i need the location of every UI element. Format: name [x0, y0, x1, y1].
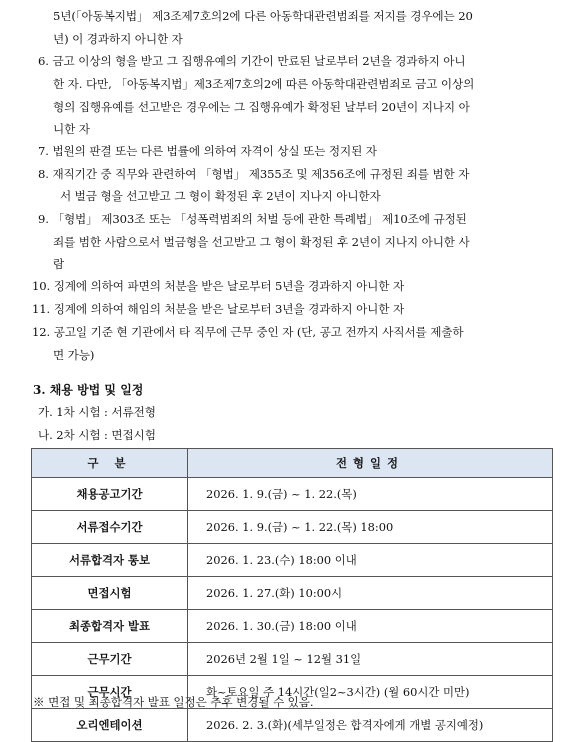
table-row	[32, 478, 553, 511]
header-category: 구 분	[32, 449, 188, 478]
item12-line1: 12. 공고일 기준 현 기관에서 타 직무에 근무 중인 자 (단, 공고 전까지 사직서를 제출하	[32, 325, 464, 339]
row-label: 근무시간	[32, 676, 188, 709]
step1-text: 가. 1차 시험 : 서류전형	[38, 405, 156, 419]
item8-line1: 8. 재직기간 중 직무와 관련하여 「형법」 제355조 및 제356조에 규정된 죄를 범한 자	[38, 167, 470, 181]
item7-line1: 7. 법원의 판결 또는 다른 법률에 의하여 자격이 상실 또는 정지된 자	[38, 144, 377, 158]
header-schedule: 전형일정	[188, 449, 553, 478]
item5-line1: 5년(「아동복지법」 제3조제7호의2에 다른 아동학대관련범죄를 저지를 경우에는 20	[53, 9, 473, 23]
row-value: 2026. 2. 3.(화)(세부일정은 합격자에게 개별 공지예정)	[188, 709, 553, 742]
row-value: 2026. 1. 9.(금) ~ 1. 22.(목)	[188, 478, 553, 511]
item11-line1: 11. 징계에 의하여 해임의 처분을 받은 날로부터 3년을 경과하지 아니한 자	[32, 302, 405, 316]
table-row	[32, 643, 553, 676]
row-label: 서류합격자 통보	[32, 544, 188, 577]
row-value: 화~토요일 주 14시간(일2~3시간) (월 60시간 미만)	[188, 676, 553, 709]
item8-line2: 서 벌금 형을 선고받고 그 형이 확정된 후 2년이 지나지 아니한자	[60, 189, 381, 203]
row-value: 2026. 1. 27.(화) 10:00시	[188, 577, 553, 610]
section3-title: 3. 채용 방법 및 일정	[33, 383, 144, 397]
row-label: 서류접수기간	[32, 511, 188, 544]
row-value: 2026. 1. 9.(금) ~ 1. 22.(목) 18:00	[188, 511, 553, 544]
row-label: 오리엔테이션	[32, 709, 188, 742]
row-label: 근무기간	[32, 643, 188, 676]
item6-line3: 형의 집행유예를 선고받은 경우에는 그 집행유예가 확정된 날부터 20년이 지나지 아	[53, 100, 470, 114]
table-row	[32, 544, 553, 577]
item6-line2: 한 자. 다만, 「아동복지법」제3조제7호의2에 따른 아동학대관련범죄로 금고 이상의	[53, 77, 475, 91]
item5-line2: 년) 이 경과하지 아니한 자	[53, 32, 183, 46]
table-row	[32, 577, 553, 610]
table-row	[32, 511, 553, 544]
item6-line1: 6. 금고 이상의 형을 받고 그 집행유예의 기간이 만료된 날로부터 2년을 경과하지 아니	[38, 54, 466, 68]
item12-line2: 면 가능)	[53, 348, 95, 362]
item9-line2: 죄를 범한 사람으로서 벌금형을 선고받고 그 형이 확정된 후 2년이 지나지 아니한 사	[53, 235, 470, 249]
table-row	[32, 610, 553, 643]
item6-line4: 니한 자	[53, 122, 90, 136]
row-value: 2026. 1. 30.(금) 18:00 이내	[188, 610, 553, 643]
table-row	[32, 709, 553, 742]
item10-line1: 10. 징계에 의하여 파면의 처분을 받은 날로부터 5년을 경과하지 아니한 자	[32, 279, 405, 293]
item9-line3: 람	[53, 257, 65, 271]
row-label: 최종합격자 발표	[32, 610, 188, 643]
item9-line1: 9. 「형법」 제303조 또는 「성폭력범죄의 처벌 등에 관한 특례법」 제10조에 규정된	[38, 212, 467, 226]
row-value: 2026. 1. 23.(수) 18:00 이내	[188, 544, 553, 577]
schedule-note: ※ 면접 및 최종합격자 발표 일정은 추후 변경될 수 있음.	[33, 695, 314, 709]
step2-text: 나. 2차 시험 : 면접시험	[38, 428, 156, 442]
row-value: 2026년 2월 1일 ~ 12월 31일	[188, 643, 553, 676]
row-label: 채용공고기간	[32, 478, 188, 511]
schedule-header-row	[32, 449, 553, 478]
row-label: 면접시험	[32, 577, 188, 610]
